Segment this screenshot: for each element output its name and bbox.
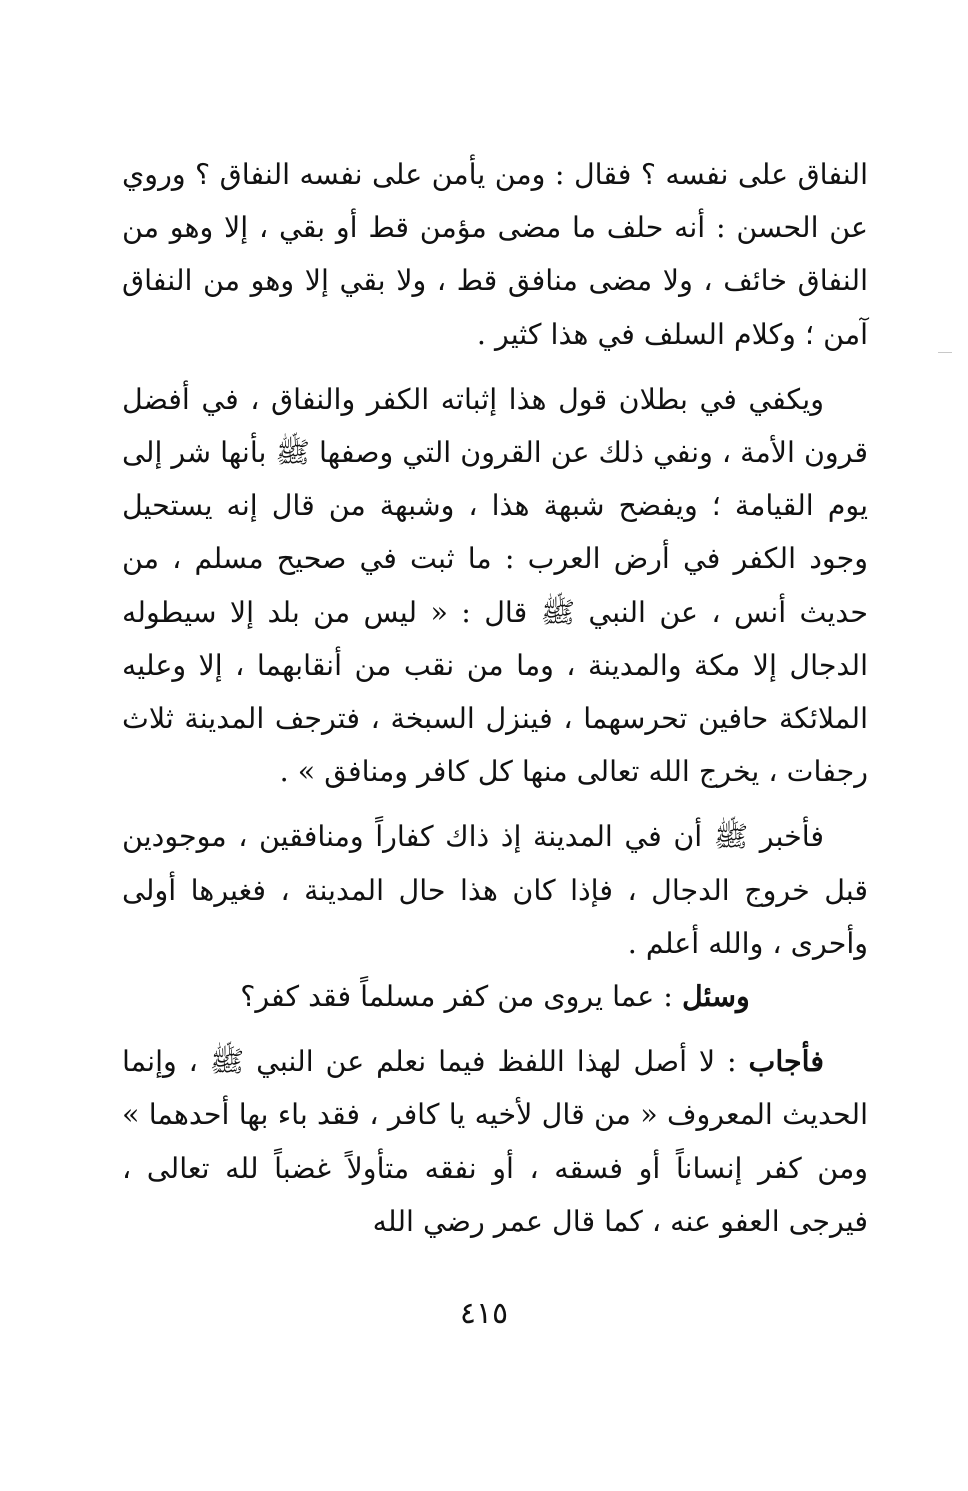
- paragraph-2-text: ويكفي في بطلان قول هذا إثباته الكفر والنفاق ، في أفضل قرون الأمة ، ونفي ذلك عن القرون التي وصفها ﷺ بأنها شر إلى يوم القيامة ؛ ويفضح شبهة هذا ، وشبهة من قال إنه يستحيل وجود الكفر في أرض العرب : ما ثبت في صحيح مسلم ، من حديث أنس ، عن النبي ﷺ قال : « ليس من بلد إلا سيطوله الدجال إلا مكة والمدينة ، وما من نقب من أنقابهما ، إلا وعليه الملائكة حافين تحرسهما ، فينزل السبخة ، فترجف المدينة ثلاث رجفات ، يخرج الله تعالى منها كل كافر ومنافق » .: [122, 382, 868, 789]
- paragraph-3: [122, 810, 868, 970]
- paragraph-2: [122, 373, 868, 799]
- margin-mark: [938, 352, 952, 353]
- answer-paragraph: [122, 1035, 868, 1248]
- paragraph-1: [122, 148, 868, 361]
- question-text: : عما يروى من كفر مسلماً فقد كفر؟: [240, 980, 682, 1014]
- question-lead-word: وسئل: [681, 979, 750, 1014]
- answer-text: : لا أصل لهذا اللفظ فيما نعلم عن النبي ﷺ ، وإنما الحديث المعروف « من قال لأخيه يا كافر ، فقد باء بها أحدهما » ومن كفر إنساناً أو فسقه ، أو نفقه متأولاً غضباً لله تعالى ، فيرجى العفو عنه ، كما قال عمر رضي الله: [122, 1045, 868, 1238]
- answer-lead-word: فأجاب: [748, 1044, 824, 1079]
- main-text: [122, 148, 868, 1248]
- page-number: ٤١٥: [459, 1296, 509, 1331]
- paragraph-3-text: فأخبر ﷺ أن في المدينة إذ ذاك كفاراً ومنافقين ، موجودين قبل خروج الدجال ، فإذا كان هذا حال المدينة ، فغيرها أولى وأحرى ، والله أعلم .: [122, 820, 868, 960]
- paragraph-1-text: النفاق على نفسه ؟ فقال : ومن يأمن على نفسه النفاق ؟ وروي عن الحسن : أنه حلف ما مضى مؤمن قط أو بقي ، إلا وهو من النفاق خائف ، ولا مضى منافق قط ، ولا بقي إلا وهو من النفاق آمن ؛ وكلام السلف في هذا كثير .: [122, 158, 868, 351]
- question-line: [122, 970, 868, 1023]
